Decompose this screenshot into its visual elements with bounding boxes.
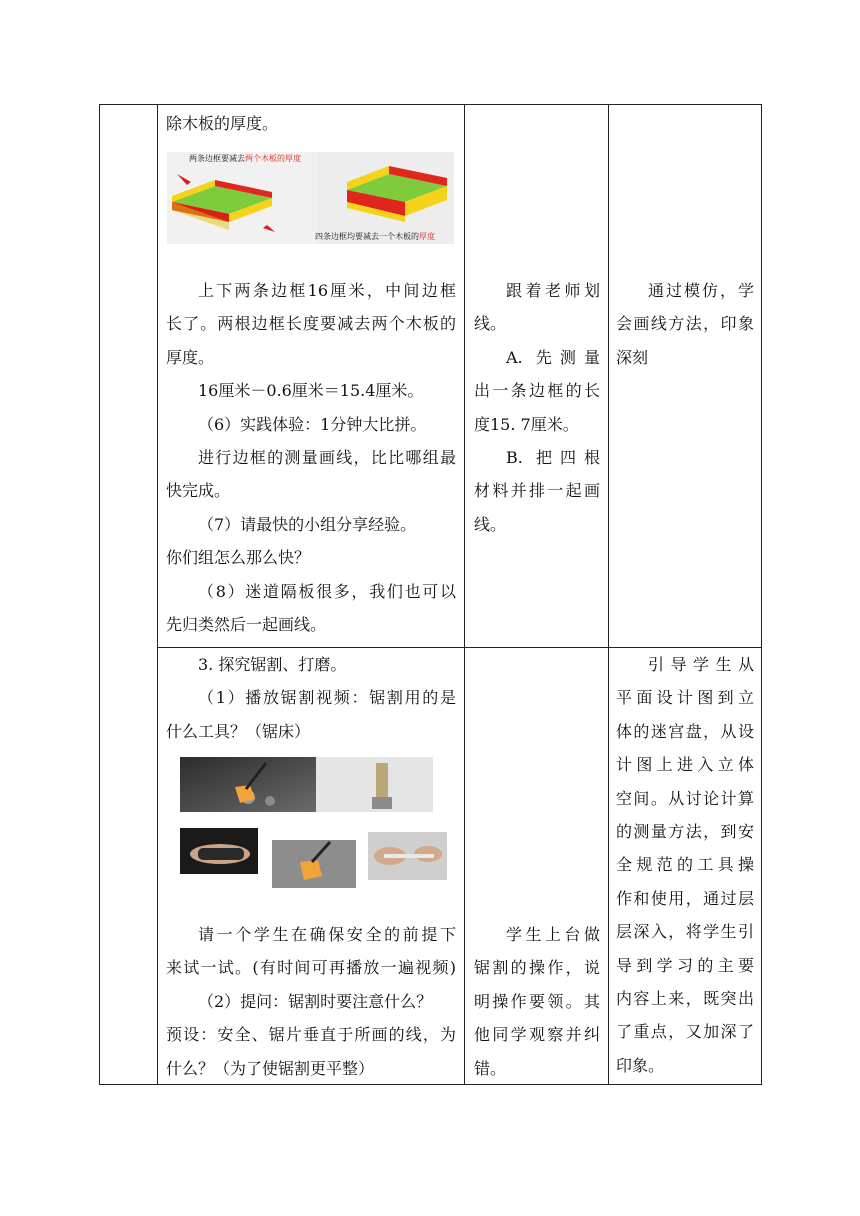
text-line: 空间。从讨论计算 <box>616 788 754 808</box>
row2-student-activity <box>474 918 600 1085</box>
row1-teaching-content <box>166 107 456 140</box>
text-line: 长了。两根边框长度要减去两个木板的 <box>166 314 456 334</box>
text-line: 通过模仿，学 <box>648 281 754 300</box>
text-line: 线。 <box>474 514 507 534</box>
text-line: 度15. 7厘米。 <box>474 414 579 434</box>
section-heading: 3. 探究锯割、打磨。 <box>198 655 347 674</box>
row1-student-activity <box>474 274 600 541</box>
text-line: A. 先测量 <box>506 347 600 367</box>
text-line: 先归类然后一起画线。 <box>166 615 327 635</box>
figure-caption-right <box>315 232 435 242</box>
text-line: 快完成。 <box>166 481 231 501</box>
frame-box-illustration <box>167 152 454 244</box>
text-line: 会画线方法，印象 <box>616 314 754 334</box>
text-line: 明操作要领。其 <box>474 991 600 1011</box>
text-line: 体的迷宫盘，从设 <box>616 721 754 741</box>
frame-thickness-figure <box>167 152 454 244</box>
text-line: 16厘米－0.6厘米＝15.4厘米。 <box>198 381 424 401</box>
text-line: 厚度。 <box>166 347 215 367</box>
text-line: 材料并排一起画 <box>474 481 600 501</box>
text-line: 全规范的工具操 <box>616 855 754 875</box>
saw-video-photo-2 <box>180 828 447 888</box>
text-line: 平面设计图到立 <box>616 688 754 708</box>
text-line: 错。 <box>474 1058 507 1078</box>
text-line: 锯割的操作，说 <box>474 958 600 978</box>
caption-text-red: 两个木板的厚度 <box>245 154 301 163</box>
text-line: （2）提问：锯割时要注意什么？ <box>198 991 433 1011</box>
text-line: 除木板的厚度。 <box>166 114 279 133</box>
figure-caption-left <box>189 154 301 164</box>
text-line: 什么工具？（锯床） <box>166 721 311 741</box>
text-line: B. 把四根 <box>506 448 600 468</box>
text-line: 的测量方法，到安 <box>616 822 754 842</box>
text-line: 计图上进入立体 <box>616 755 754 775</box>
text-line: （6）实践体验：1分钟大比拼。 <box>198 414 427 434</box>
text-line: 印象。 <box>616 1055 665 1075</box>
text-line: 导到学习的主要 <box>616 955 754 975</box>
text-line: 跟着老师划 <box>506 281 600 300</box>
text-line: 引导学生从 <box>648 655 754 674</box>
text-line: 线。 <box>474 314 507 334</box>
text-line: 什么？（为了使锯割更平整） <box>166 1058 375 1078</box>
caption-text-red: 厚度 <box>419 232 435 241</box>
saw-video-photo-1 <box>180 757 433 812</box>
saw-photo-image <box>180 757 433 812</box>
text-line: 出一条边框的长 <box>474 381 600 401</box>
text-line: 他同学观察并纠 <box>474 1025 600 1045</box>
row1-teaching-content-body <box>166 274 456 641</box>
text-line: 了重点，又加深了 <box>616 1022 754 1042</box>
text-line: 层深入，将学生引 <box>616 922 754 942</box>
text-line: 深刻 <box>616 347 649 367</box>
saw-photo-image <box>180 828 447 888</box>
text-line: 学生上台做 <box>506 925 600 944</box>
text-line: 进行边框的测量画线，比比哪组最 <box>198 448 456 468</box>
text-line: 来试一试。(有时间可再播放一遍视频) <box>166 958 456 978</box>
text-line: （8）迷道隔板很多，我们也可以 <box>198 581 456 601</box>
text-line: （1）播放锯割视频：锯割用的是 <box>198 688 456 708</box>
row1-design-intent <box>616 274 754 374</box>
caption-text: 两条边框要减去 <box>189 154 245 163</box>
column-divider <box>464 105 465 1084</box>
row2-teaching-content-body <box>166 918 456 1085</box>
text-line: 预设：安全、锯片垂直于所画的线，为 <box>166 1025 456 1045</box>
text-line: 你们组怎么那么快？ <box>166 548 311 568</box>
row2-teaching-content <box>166 648 456 748</box>
text-line: 作和使用，通过层 <box>616 888 754 908</box>
column-divider <box>608 105 609 1084</box>
text-line: 上下两条边框16厘米，中间边框 <box>198 281 456 300</box>
caption-text: 四条边框均要减去一个木板的 <box>315 232 419 241</box>
row2-design-intent <box>616 648 754 1082</box>
text-line: 请一个学生在确保安全的前提下 <box>198 925 456 944</box>
text-line: （7）请最快的小组分享经验。 <box>198 514 417 534</box>
text-line: 内容上来，既突出 <box>616 989 754 1009</box>
column-divider <box>157 105 158 1084</box>
